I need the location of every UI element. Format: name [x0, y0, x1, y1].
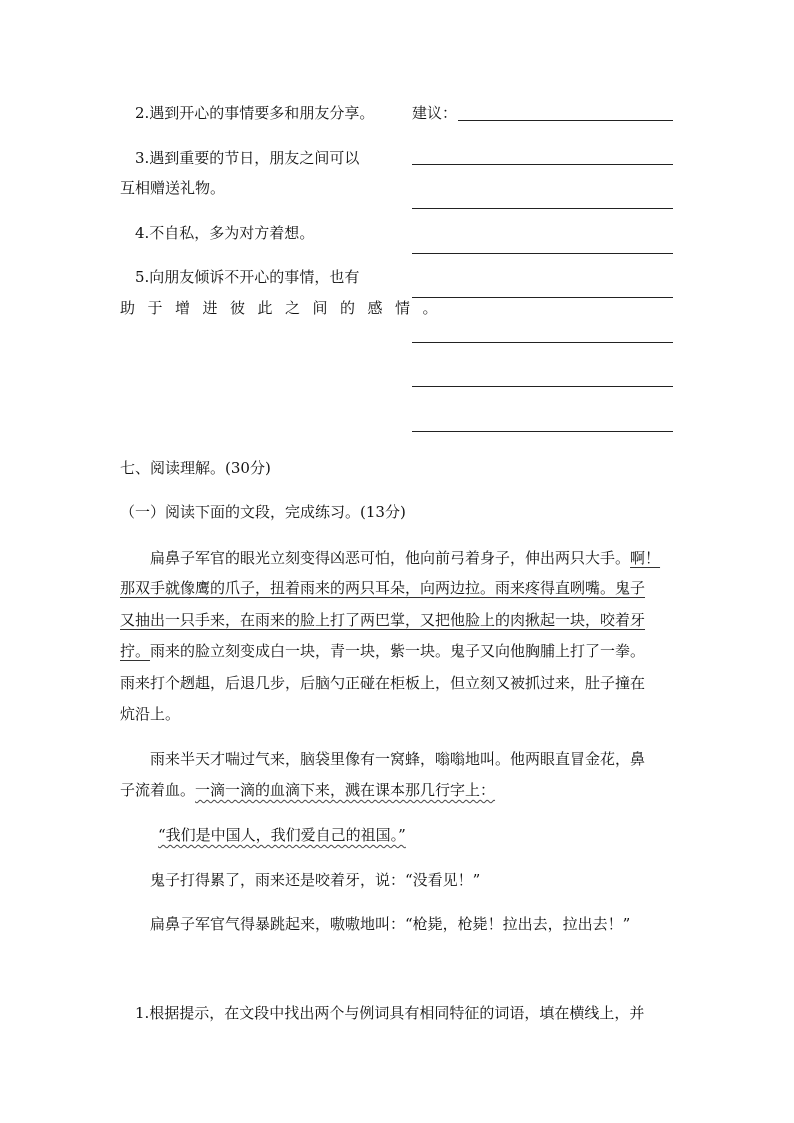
passage-line [120, 780, 495, 800]
suggestion-item-4: 4.不自私，多为对方着想。 [135, 224, 315, 242]
answer-line[interactable] [412, 253, 673, 254]
answer-line[interactable] [412, 297, 673, 298]
passage-text: 子流着血。 [120, 781, 196, 799]
wavy-underlined-text: 一滴一滴的血滴下来，溅在课本那几行字上： [195, 781, 496, 799]
underlined-text: 拧。 [120, 642, 151, 660]
passage-text: 扁鼻子军官的眼光立刻变得凶恶可怕，他向前弓着身子，伸出两只大手。 [150, 549, 631, 567]
answer-line[interactable] [412, 431, 673, 432]
question-1: 1.根据提示，在文段中找出两个与例词具有相同特征的词语，填在横线上，并 [135, 1004, 645, 1022]
passage-line: 鬼子打得累了，雨来还是咬着牙，说：“没看见！” [150, 871, 481, 889]
answer-line[interactable] [458, 120, 673, 121]
answer-line[interactable] [412, 164, 673, 165]
underlined-passage-line: 又抽出一只手来，在雨来的脸上打了两巴掌，又把他脸上的肉揪起一块，咬着牙 [120, 611, 646, 629]
underlined-text: 啊！ [630, 549, 661, 567]
suggestion-item-5-line1: 5.向朋友倾诉不开心的事情，也有 [135, 268, 360, 286]
underlined-passage-line: 那双手就像鹰的爪子，扭着雨来的两只耳朵，向两边拉。雨来疼得直咧嘴。鬼子 [120, 579, 646, 597]
passage-line [120, 641, 645, 661]
passage-line [150, 548, 660, 568]
passage-line: 扁鼻子军官气得暴跳起来，嗷嗷地叫：“枪毙，枪毙！拉出去，拉出去！” [150, 915, 631, 933]
passage-line: 炕沿上。 [120, 705, 181, 723]
answer-line[interactable] [412, 208, 673, 209]
passage-text: 雨来的脸立刻变成白一块，青一块，紫一块。鬼子又向他胸脯上打了一拳。 [150, 642, 646, 660]
suggestion-item-5-line2: 助于增进彼此之间的感情。 [120, 299, 451, 317]
advice-label: 建议： [412, 104, 458, 122]
answer-line[interactable] [412, 342, 673, 343]
passage-line: 雨来半天才喘过气来，脑袋里像有一窝蜂，嗡嗡地叫。他两眼直冒金花，鼻 [150, 750, 646, 768]
suggestion-item-2: 2.遇到开心的事情要多和朋友分享。 [135, 104, 375, 122]
answer-line[interactable] [412, 386, 673, 387]
subsection-heading: （一）阅读下面的文段，完成练习。(13分) [120, 503, 406, 521]
suggestion-item-3-line1: 3.遇到重要的节日，朋友之间可以 [135, 149, 360, 167]
quote-line: “我们是中国人，我们爱自己的祖国。” [158, 826, 406, 844]
passage-line: 雨来打个趔趄，后退几步，后脑勺正碰在柜板上，但立刻又被抓过来，肚子撞在 [120, 674, 646, 692]
suggestion-item-3-line2: 互相赠送礼物。 [120, 179, 226, 197]
section-heading: 七、阅读理解。(30分) [120, 459, 271, 477]
